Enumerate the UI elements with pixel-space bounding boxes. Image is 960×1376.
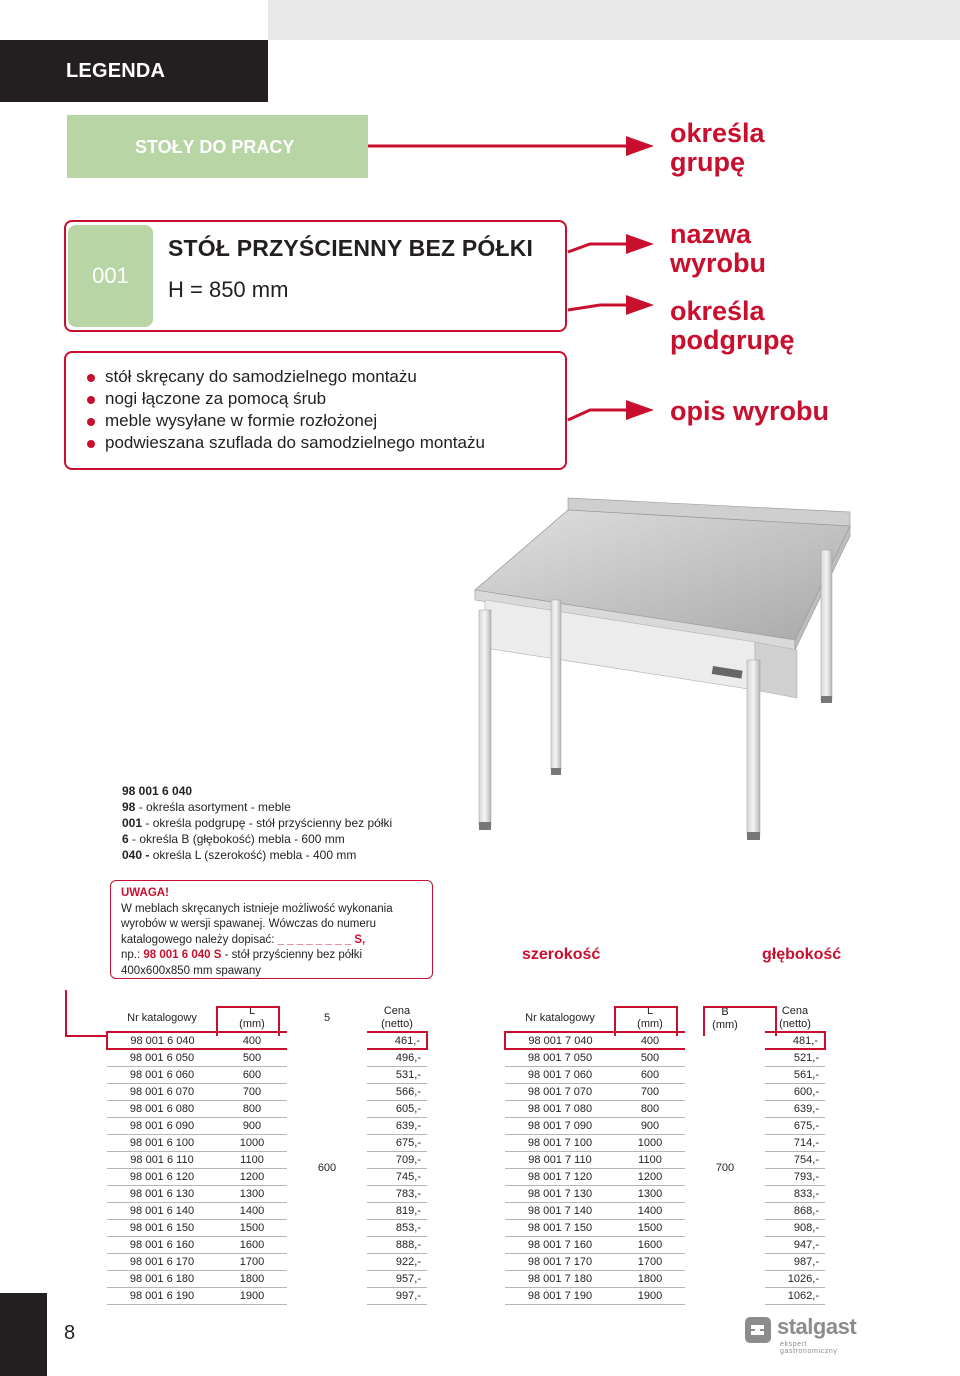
length-cell: 1300 bbox=[615, 1185, 685, 1202]
catalog-number-cell: 98 001 6 070 bbox=[107, 1083, 217, 1100]
table-row bbox=[505, 1117, 825, 1134]
table-row bbox=[107, 1185, 427, 1202]
catalog-number-cell: 98 001 7 090 bbox=[505, 1117, 615, 1134]
length-cell: 700 bbox=[615, 1083, 685, 1100]
length-cell: 1600 bbox=[615, 1236, 685, 1253]
table-row bbox=[107, 1287, 427, 1304]
price-cell: 481,- bbox=[765, 1032, 825, 1049]
catalog-number-cell: 98 001 7 120 bbox=[505, 1168, 615, 1185]
table-row bbox=[505, 1219, 825, 1236]
table-row bbox=[107, 1151, 427, 1168]
col-c bbox=[367, 1005, 427, 1032]
table-row bbox=[107, 1083, 427, 1100]
price-cell: 947,- bbox=[765, 1236, 825, 1253]
price-cell: 605,- bbox=[367, 1100, 427, 1117]
length-cell: 500 bbox=[615, 1049, 685, 1066]
catalog-number-cell: 98 001 7 180 bbox=[505, 1270, 615, 1287]
price-cell: 793,- bbox=[765, 1168, 825, 1185]
col-c-title: Cena bbox=[781, 1005, 809, 1017]
length-cell: 800 bbox=[615, 1100, 685, 1117]
length-cell: 700 bbox=[217, 1083, 287, 1100]
length-cell: 1300 bbox=[217, 1185, 287, 1202]
catalog-number-cell: 98 001 6 090 bbox=[107, 1117, 217, 1134]
table-row bbox=[505, 1202, 825, 1219]
catalog-number-cell: 98 001 7 050 bbox=[505, 1049, 615, 1066]
code-part-text: - określa B (głębokość) mebla - 600 mm bbox=[128, 832, 345, 846]
length-cell: 1700 bbox=[217, 1253, 287, 1270]
price-cell: 675,- bbox=[765, 1117, 825, 1134]
catalog-number-cell: 98 001 6 120 bbox=[107, 1168, 217, 1185]
length-cell: 1100 bbox=[217, 1151, 287, 1168]
length-cell: 400 bbox=[615, 1032, 685, 1049]
catalog-number-cell: 98 001 6 150 bbox=[107, 1219, 217, 1236]
group-label: STOŁY DO PRACY bbox=[135, 137, 295, 157]
price-cell: 566,- bbox=[367, 1083, 427, 1100]
arrow-head-icon bbox=[626, 295, 654, 315]
price-cell: 987,- bbox=[765, 1253, 825, 1270]
catalog-number-cell: 98 001 7 170 bbox=[505, 1253, 615, 1270]
catalog-number-cell: 98 001 7 190 bbox=[505, 1287, 615, 1304]
length-cell: 1800 bbox=[217, 1270, 287, 1287]
col-l-title: L bbox=[646, 1005, 654, 1017]
col-b-unit: (mm) bbox=[712, 1018, 738, 1031]
price-cell: 639,- bbox=[765, 1100, 825, 1117]
price-cell: 1026,- bbox=[765, 1270, 825, 1287]
length-cell: 900 bbox=[217, 1117, 287, 1134]
code-part: 040 - bbox=[122, 848, 150, 862]
legend-name-label bbox=[670, 220, 766, 278]
table-row bbox=[505, 1083, 825, 1100]
catalog-number-cell: 98 001 6 050 bbox=[107, 1049, 217, 1066]
length-cell: 1500 bbox=[217, 1219, 287, 1236]
list-item: nogi łączone za pomocą śrub bbox=[85, 388, 485, 410]
price-cell: 888,- bbox=[367, 1236, 427, 1253]
stalgast-logo-icon bbox=[744, 1316, 772, 1344]
length-cell: 1800 bbox=[615, 1270, 685, 1287]
warning-line: 400x600x850 mm spawany bbox=[121, 964, 261, 977]
length-cell: 900 bbox=[615, 1117, 685, 1134]
legend-title: LEGENDA bbox=[66, 60, 166, 82]
code-part-text: - określa podgrupę - stół przyścienny bez półki bbox=[142, 816, 393, 830]
warning-title: UWAGA! bbox=[121, 887, 169, 899]
col-l-title: L bbox=[248, 1005, 256, 1017]
depth-cell: 700 bbox=[715, 1162, 735, 1174]
length-cell: 1000 bbox=[217, 1134, 287, 1151]
price-table-b600 bbox=[106, 1005, 428, 1305]
catalog-number-cell: 98 001 6 190 bbox=[107, 1287, 217, 1304]
catalog-number-cell: 98 001 6 180 bbox=[107, 1270, 217, 1287]
table-row bbox=[505, 1185, 825, 1202]
price-cell: 754,- bbox=[765, 1151, 825, 1168]
table-row bbox=[107, 1270, 427, 1287]
col-l-unit: (mm) bbox=[637, 1018, 663, 1030]
table-row bbox=[107, 1253, 427, 1270]
catalog-number-cell: 98 001 6 060 bbox=[107, 1066, 217, 1083]
warning-suffix: _ _ _ _ _ _ _ _ S, bbox=[277, 933, 366, 946]
legend-group-label bbox=[670, 119, 765, 177]
price-cell: 709,- bbox=[367, 1151, 427, 1168]
code-explanation bbox=[122, 783, 392, 863]
length-cell: 500 bbox=[217, 1049, 287, 1066]
price-cell: 745,- bbox=[367, 1168, 427, 1185]
col-l-unit: (mm) bbox=[239, 1018, 265, 1030]
catalog-number-cell: 98 001 7 140 bbox=[505, 1202, 615, 1219]
arrow-head-icon bbox=[626, 234, 654, 254]
price-table-b700 bbox=[504, 1005, 826, 1305]
table-row bbox=[505, 1287, 825, 1304]
table-row bbox=[505, 1270, 825, 1287]
arrow-head-icon bbox=[626, 400, 654, 420]
col-c-unit: (netto) bbox=[779, 1018, 811, 1030]
legend-desc-label: opis wyrobu bbox=[670, 396, 830, 426]
work-table-illustration bbox=[455, 490, 875, 840]
length-cell: 1100 bbox=[615, 1151, 685, 1168]
col-c-title: Cena bbox=[383, 1005, 411, 1017]
table-row bbox=[505, 1253, 825, 1270]
price-cell: 853,- bbox=[367, 1219, 427, 1236]
length-cell: 1900 bbox=[217, 1287, 287, 1304]
product-subtitle: H = 850 mm bbox=[168, 277, 289, 302]
price-cell: 531,- bbox=[367, 1066, 427, 1083]
price-cell: 833,- bbox=[765, 1185, 825, 1202]
price-cell: 783,- bbox=[367, 1185, 427, 1202]
price-cell: 600,- bbox=[765, 1083, 825, 1100]
brand-name: stalgast bbox=[777, 1314, 857, 1339]
width-label: szerokość bbox=[522, 946, 601, 963]
table-row bbox=[107, 1219, 427, 1236]
length-cell: 1700 bbox=[615, 1253, 685, 1270]
col-b bbox=[287, 1005, 367, 1032]
l-column-highlight bbox=[216, 1006, 280, 1036]
table-row bbox=[505, 1066, 825, 1083]
b-column-highlight bbox=[703, 1006, 777, 1036]
catalog-number-cell: 98 001 7 130 bbox=[505, 1185, 615, 1202]
table-row bbox=[107, 1168, 427, 1185]
length-cell: 1200 bbox=[615, 1168, 685, 1185]
list-item: podwieszana szuflada do samodzielnego montażu bbox=[85, 432, 485, 454]
col-nr: Nr katalogowy bbox=[525, 1011, 595, 1024]
price-cell: 908,- bbox=[765, 1219, 825, 1236]
table-row bbox=[505, 1168, 825, 1185]
length-cell: 400 bbox=[217, 1032, 287, 1049]
catalog-number-cell: 98 001 7 070 bbox=[505, 1083, 615, 1100]
catalog-number-cell: 98 001 6 130 bbox=[107, 1185, 217, 1202]
depth-cell: 600 bbox=[317, 1162, 337, 1174]
label-line: grupę bbox=[670, 147, 746, 177]
catalog-number-cell: 98 001 6 170 bbox=[107, 1253, 217, 1270]
warning-line: wyrobów w wersji spawanej. Wówczas do numeru bbox=[121, 918, 377, 930]
table-row bbox=[505, 1151, 825, 1168]
warning-code: 98 001 6 040 S bbox=[143, 949, 222, 961]
catalog-number-cell: 98 001 6 100 bbox=[107, 1134, 217, 1151]
code-part-text: określa L (szerokość) mebla - 400 mm bbox=[149, 848, 357, 862]
example-code: 98 001 6 040 bbox=[122, 784, 193, 798]
catalog-number-cell: 98 001 7 150 bbox=[505, 1219, 615, 1236]
col-c-unit: (netto) bbox=[381, 1018, 413, 1030]
col-b-title: 5 bbox=[323, 1012, 331, 1024]
catalog-number-cell: 98 001 7 100 bbox=[505, 1134, 615, 1151]
price-cell: 561,- bbox=[765, 1066, 825, 1083]
code-part: 001 bbox=[122, 816, 143, 830]
table-row bbox=[107, 1066, 427, 1083]
code-part: 6 bbox=[122, 832, 129, 846]
table-row bbox=[107, 1236, 427, 1253]
length-cell: 1000 bbox=[615, 1134, 685, 1151]
label-line: określa bbox=[670, 118, 765, 148]
product-title: STÓŁ PRZYŚCIENNY BEZ PÓŁKI bbox=[168, 235, 534, 261]
price-cell: 714,- bbox=[765, 1134, 825, 1151]
length-cell: 1200 bbox=[217, 1168, 287, 1185]
table-row bbox=[107, 1134, 427, 1151]
price-cell: 922,- bbox=[367, 1253, 427, 1270]
list-item: meble wysyłane w formie rozłożonej bbox=[85, 410, 485, 432]
warning-line: katalogowego należy dopisać: bbox=[121, 933, 278, 946]
table-row bbox=[107, 1202, 427, 1219]
length-cell: 1400 bbox=[615, 1202, 685, 1219]
price-cell: 957,- bbox=[367, 1270, 427, 1287]
table-row bbox=[107, 1100, 427, 1117]
code-part: 98 bbox=[122, 800, 136, 814]
length-cell: 800 bbox=[217, 1100, 287, 1117]
page-number: 8 bbox=[64, 1322, 76, 1344]
catalog-number-cell: 98 001 6 040 bbox=[107, 1032, 217, 1049]
catalog-number-cell: 98 001 6 140 bbox=[107, 1202, 217, 1219]
price-cell: 1062,- bbox=[765, 1287, 825, 1304]
product-code: 001 bbox=[92, 263, 129, 288]
catalog-number-cell: 98 001 6 160 bbox=[107, 1236, 217, 1253]
code-part-text: - określa asortyment - meble bbox=[135, 800, 291, 814]
catalog-number-cell: 98 001 7 040 bbox=[505, 1032, 615, 1049]
catalog-number-cell: 98 001 6 080 bbox=[107, 1100, 217, 1117]
warning-line: W meblach skręcanych istnieje możliwość wykonania bbox=[121, 902, 393, 915]
col-b-title: B bbox=[721, 1005, 729, 1018]
length-cell: 600 bbox=[217, 1066, 287, 1083]
table-row bbox=[107, 1049, 427, 1066]
table-row bbox=[505, 1049, 825, 1066]
col-nr: Nr katalogowy bbox=[127, 1011, 197, 1024]
label-line: określa bbox=[670, 296, 765, 326]
length-cell: 1900 bbox=[615, 1287, 685, 1304]
brand-logo bbox=[744, 1314, 864, 1355]
table-row bbox=[505, 1134, 825, 1151]
length-cell: 1500 bbox=[615, 1219, 685, 1236]
catalog-number-cell: 98 001 7 060 bbox=[505, 1066, 615, 1083]
price-cell: 868,- bbox=[765, 1202, 825, 1219]
catalog-number-cell: 98 001 7 080 bbox=[505, 1100, 615, 1117]
depth-label: głębokość bbox=[762, 946, 842, 963]
price-cell: 521,- bbox=[765, 1049, 825, 1066]
table-row bbox=[107, 1117, 427, 1134]
label-line: podgrupę bbox=[670, 325, 795, 355]
brand-tagline: ekspert gastronomiczny bbox=[780, 1341, 838, 1355]
length-cell: 1600 bbox=[217, 1236, 287, 1253]
label-line: wyrobu bbox=[670, 248, 767, 278]
length-cell: 1400 bbox=[217, 1202, 287, 1219]
price-cell: 997,- bbox=[367, 1287, 427, 1304]
price-cell: 461,- bbox=[367, 1032, 427, 1049]
arrow-head-icon bbox=[626, 136, 654, 156]
warning-line: - stół przyścienny bez półki bbox=[221, 949, 363, 961]
warning-line: np.: bbox=[121, 949, 144, 961]
l-column-highlight bbox=[614, 1006, 678, 1036]
catalog-number-cell: 98 001 6 110 bbox=[107, 1151, 217, 1168]
price-cell: 819,- bbox=[367, 1202, 427, 1219]
warning-box bbox=[110, 880, 433, 979]
list-item: stół skręcany do samodzielnego montażu bbox=[85, 366, 485, 388]
price-cell: 496,- bbox=[367, 1049, 427, 1066]
catalog-number-cell: 98 001 7 160 bbox=[505, 1236, 615, 1253]
catalog-number-cell: 98 001 7 110 bbox=[505, 1151, 615, 1168]
legend-subgroup-label bbox=[670, 297, 794, 355]
table-row bbox=[505, 1236, 825, 1253]
price-cell: 675,- bbox=[367, 1134, 427, 1151]
page-strip bbox=[0, 1293, 47, 1376]
price-cell: 639,- bbox=[367, 1117, 427, 1134]
table-row bbox=[505, 1100, 825, 1117]
length-cell: 600 bbox=[615, 1066, 685, 1083]
label-line: nazwa bbox=[670, 219, 752, 249]
